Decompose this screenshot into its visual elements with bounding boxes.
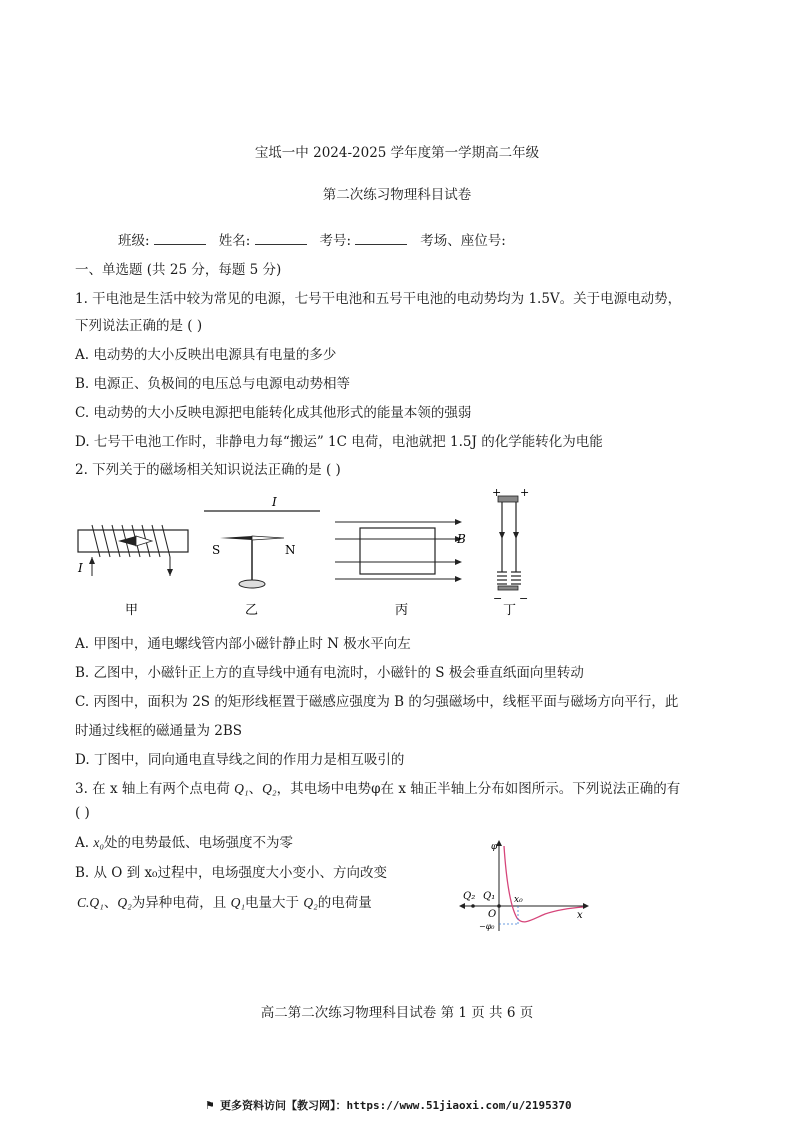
school-line: 宝坻一中 2024-2025 学年度第一学期高二年级 — [254, 145, 540, 161]
x0-label: x₀ — [514, 895, 523, 905]
figure-ding-wires — [492, 486, 529, 605]
page-footer: 高二第二次练习物理科目试卷 第 1 页 共 6 页 — [260, 1005, 534, 1021]
bing-field-label: B — [457, 532, 466, 546]
ad-link[interactable]: 更多资料访问【教习网】：https://www.51jiaoxi.com/u/2195370 — [219, 1099, 572, 1112]
charge-q2-dot — [471, 904, 475, 908]
charge-q1-dot — [497, 904, 501, 908]
origin-label: O — [488, 909, 497, 920]
q2-option-c-line1: C. 丙图中，面积为 2S 的矩形线框置于磁感应强度为 B 的匀强磁场中，线框平面与磁场方向平行，此 — [75, 694, 679, 710]
phi-label: φ — [491, 842, 498, 852]
q3-stem-line1: 3. 在 x 轴上有两个点电荷 Q₁、Q₂，其电场中电势φ在 x 轴正半轴上分布如图所示。下列说法正确的有 — [75, 781, 681, 797]
q3-option-a: A. x₀处的电势最低、电场强度不为零 — [75, 835, 294, 851]
q2-option-c-line2: 时通过线框的磁通量为 2BS — [75, 723, 243, 739]
flag-icon: ⚑ — [205, 1099, 215, 1112]
class-field[interactable] — [154, 232, 206, 245]
q1-option-a: A. 电动势的大小反映出电源具有电量的多少 — [75, 347, 337, 363]
jia-current-label: I — [78, 561, 83, 575]
potential-curve — [504, 846, 583, 922]
exam-title: 第二次练习物理科目试卷 — [322, 187, 472, 203]
ding-plus-left: + — [492, 486, 502, 499]
yi-current-label: I — [272, 495, 277, 509]
q2-option-d: D. 丁图中，同向通电直导线之间的作用力是相互吸引的 — [75, 752, 405, 768]
neg-phi0-label: −φ₀ — [479, 922, 495, 931]
q3-option-c: C.Q₁、Q₂为异种电荷，且 Q₁电量大于 Q₂的电荷量 — [77, 895, 372, 911]
seat-label: 考场、座位号: — [420, 233, 506, 249]
q1-label: Q₁ — [483, 891, 496, 902]
caption-yi: 乙 — [245, 603, 259, 618]
figure-jia-solenoid — [77, 525, 188, 576]
q2-option-a: A. 甲图中，通电螺线管内部小磁针静止时 N 极水平向左 — [75, 636, 411, 652]
q3-potential-graph — [455, 836, 590, 936]
x-label: x — [577, 910, 583, 921]
info-line — [118, 229, 506, 249]
q2-stem: 2. 下列关于的磁场相关知识说法正确的是 ( ) — [75, 462, 341, 478]
caption-bing: 丙 — [395, 603, 409, 618]
yi-south-label: S — [212, 543, 221, 557]
caption-jia: 甲 — [125, 603, 139, 618]
name-field[interactable] — [255, 232, 307, 245]
q2-figures — [70, 484, 540, 620]
caption-ding: 丁 — [503, 603, 517, 618]
id-field[interactable] — [355, 232, 407, 245]
q1-option-d: D. 七号干电池工作时，非静电力每“搬运” 1C 电荷，电池就把 1.5J 的化学能转化为电能 — [75, 434, 603, 450]
ad-banner[interactable] — [205, 1094, 572, 1113]
figure-bing-frame — [335, 519, 466, 582]
ding-minus-right: − — [519, 592, 529, 605]
figure-yi-compass — [204, 495, 320, 588]
ding-minus-left: − — [493, 592, 503, 605]
q2-label: Q₂ — [463, 891, 476, 902]
q3-option-b: B. 从 O 到 x₀过程中，电场强度大小变小、方向改变 — [75, 865, 387, 881]
q1-option-c: C. 电动势的大小反映电源把电能转化成其他形式的能量本领的强弱 — [75, 405, 472, 421]
q1-stem-line2: 下列说法正确的是 ( ) — [75, 318, 203, 334]
ding-plus-right: + — [520, 486, 530, 499]
q1-option-b: B. 电源正、负极间的电压总与电源电动势相等 — [75, 376, 351, 392]
class-label: 班级: — [118, 233, 150, 249]
name-label: 姓名: — [218, 233, 251, 249]
q3-stem-line2: ( ) — [75, 805, 90, 821]
q1-stem-line1: 1. 干电池是生活中较为常见的电源，七号干电池和五号干电池的电动势均为 1.5V。关于电源电动势， — [75, 291, 682, 307]
id-label: 考号: — [319, 233, 352, 249]
q2-option-b: B. 乙图中，小磁针正上方的直导线中通有电流时，小磁针的 S 极会垂直纸面向里转动 — [75, 665, 584, 681]
section-title: 一、单选题 (共 25 分，每题 5 分) — [75, 262, 282, 278]
yi-north-label: N — [285, 543, 296, 557]
